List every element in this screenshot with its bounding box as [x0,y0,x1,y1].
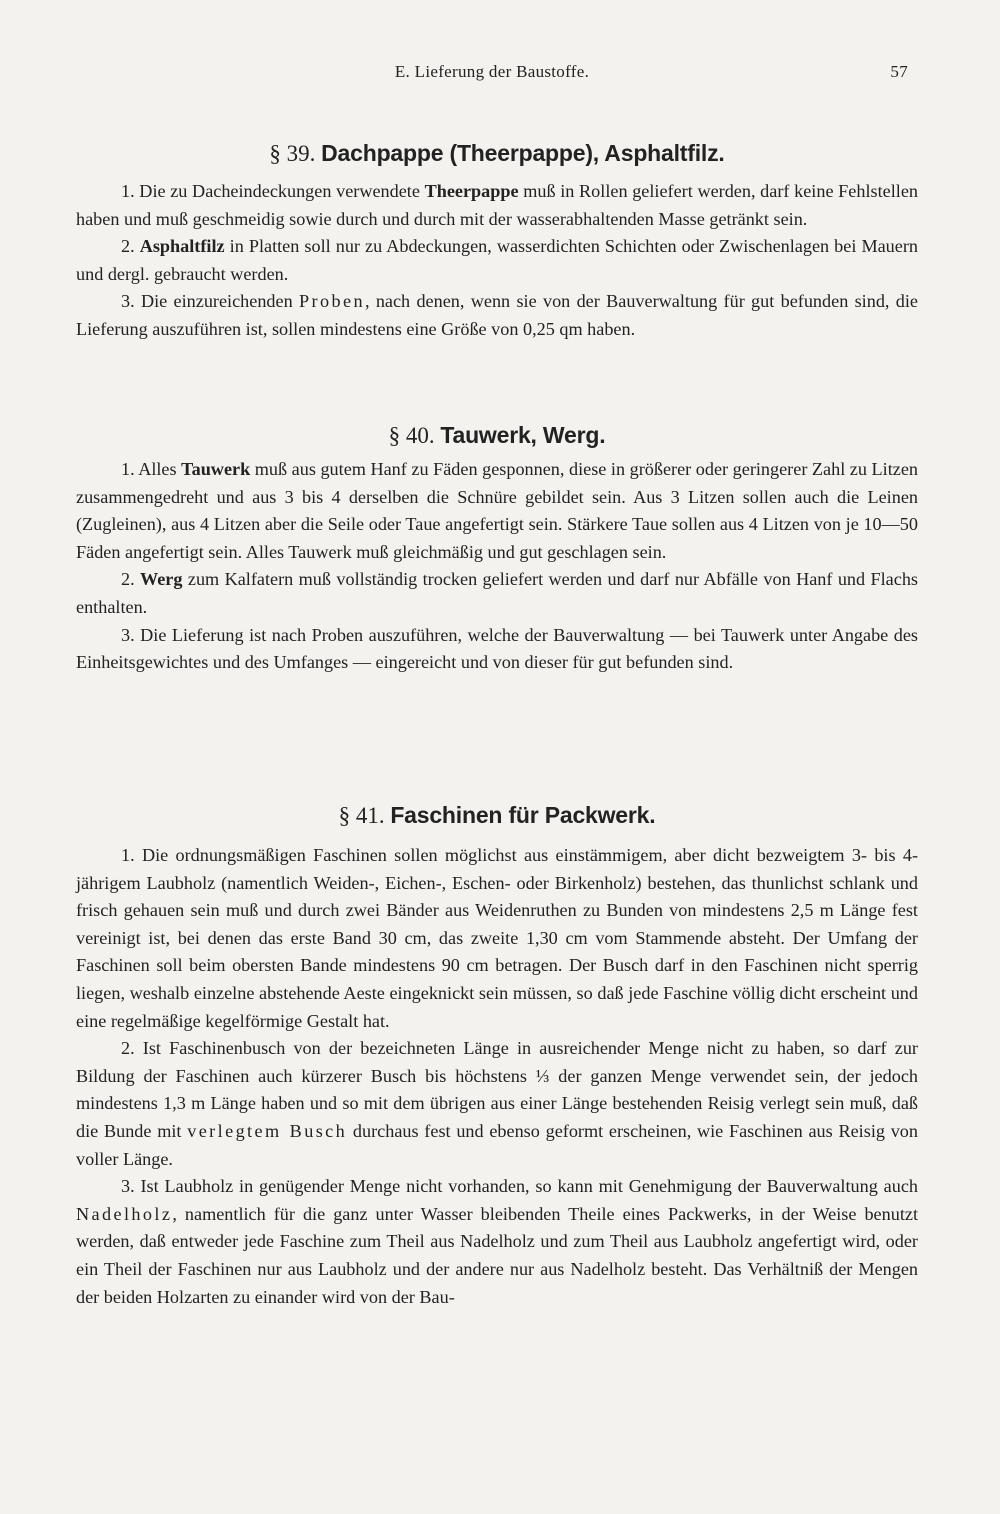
paragraph-text: in Platten soll nur zu Abdeckungen, wasserdichten Schichten oder Zwischenlagen bei Mauern und dergl. gebraucht werden. [76,236,919,284]
section-39 [76,138,918,169]
paragraph-text: , namentlich für die ganz unter Wasser bleibenden Theile eines Packwerks, in der Weise benutzt werden, daß entweder jede Faschine zum Theil aus Nadelholz und zum Theil aus Laubholz angefertigt wird, oder ein Theil der Faschinen nur aus Laubholz und der andere nur aus Nadelholz besteht. Das Verhältniß der Mengen der beiden Holzarten zu einander wird von der Bau- [76,1203,918,1307]
emphasis-term: Werg [140,569,183,590]
paragraph-text: 2. [121,569,141,590]
section-number: § 39. [269,141,316,166]
section-heading [76,420,918,451]
paragraph-text: 2. [121,236,140,257]
paragraph-text: 3. Die Lieferung ist nach Proben auszuführen, welche der Bauverwaltung — bei Tauwerk unter Angabe des Einheitsgewichtes und des Umfanges — eingereicht und von dieser für gut befunden sind. [76,624,918,673]
section-number: § 40. [388,423,435,448]
paragraph [76,1173,918,1311]
section-40-body [76,456,918,677]
section-41-body [76,842,918,1311]
section-40 [76,420,918,451]
emphasis-term: Tauwerk [181,459,251,479]
paragraph [76,178,918,233]
paragraph [76,288,918,343]
paragraph [76,1035,918,1173]
paragraph-text: durchaus fest und ebenso geformt erscheinen, wie Faschinen aus Reisig von voller Länge. [76,1120,918,1169]
paragraph-text: 3. Die einzureichenden [121,291,300,312]
running-title: E. Lieferung der Baustoffe. [394,62,590,81]
section-41 [76,800,918,831]
paragraph-text: muß aus gutem Hanf zu Fäden gesponnen, diese in größerer oder geringerer Zahl zu Litzen zusammengedreht und aus 3 bis 4 derselben die Schnüre gebildet sein. Aus 3 Litzen sollen auch die Leinen (Zugleinen), aus 4 Litzen aber die Seile oder Taue angefertigt sein. Stärkere Taue sollen aus 4 Litzen von je 10—50 Fäden angefertigt sein. Alles Tauwerk muß gleichmäßig und gut geschlagen sein. [76,459,918,562]
paragraph-text: zum Kalfatern muß vollständig trocken geliefert werden und darf nur Abfälle von Hanf und Flachs enthalten. [76,569,919,617]
paragraph [76,456,918,566]
page-header [76,62,908,86]
section-title: Dachpappe (Theerpappe), Asphaltfilz. [321,140,725,166]
paragraph-text: 1. Die zu Dacheindeckungen verwendete [121,181,425,201]
paragraph [76,842,918,1035]
section-number: § 41. [338,803,385,828]
section-39-body [76,178,918,344]
spaced-term: Proben [299,291,365,312]
spaced-term: Nadelholz [76,1203,173,1224]
emphasis-term: Asphaltfilz [139,236,225,257]
emphasis-term: Theerpappe [424,181,519,201]
paragraph-text: muß in Rollen geliefert werden, darf keine Fehlstellen haben und muß geschmeidig sowie durch und durch mit der wasserabhaltenden Masse getränkt sein. [76,181,918,229]
paragraph [76,566,918,621]
paragraph-text: 3. Ist Laubholz in genügender Menge nicht vorhanden, so kann mit Genehmigung der Bauverwaltung auch [121,1176,918,1197]
paragraph [76,622,918,677]
spaced-term: verlegtem Busch [187,1120,348,1141]
paragraph-text: 1. Alles [121,459,182,479]
paragraph-text: , nach denen, wenn sie von der Bauverwaltung für gut befunden sind, die Lieferung auszuführen ist, sollen mindestens eine Größe von 0,25 qm haben. [76,291,918,339]
paragraph-text: 2. Ist Faschinenbusch von der bezeichneten Länge in ausreichender Menge nicht zu haben, so darf zur Bildung der Faschinen auch kürzerer Busch bis höchstens ⅓ der ganzen Menge verwendet sein, der jedoch mindestens 1,3 m Länge haben und so mit dem übrigen aus einer Länge bestehenden Reisig verlegt sein muß, daß die Bunde mit [76,1038,918,1141]
section-heading [76,138,918,169]
section-heading [76,800,918,831]
page-number: 57 [890,62,908,81]
paragraph-text: 1. Die ordnungsmäßigen Faschinen sollen möglichst aus einstämmigem, aber dicht bezweigtem 3- bis 4-jährigem Laubholz (namentlich Weiden-, Eichen-, Eschen- oder Birkenholz) bestehen, das thunlichst schlank und frisch gehauen sein muß und durch zwei Bänder aus Weidenruthen zu Bunden von mindestens 2,5 m Länge fest vereinigt ist, bei denen das erste Band 30 cm, das zweite 1,30 cm vom Stammende absteht. Der Umfang der Faschinen soll beim obersten Bande mindestens 90 cm betragen. Der Busch darf in den Faschinen nicht sperrig liegen, weshalb einzelne abstehende Aeste eingeknickt sein müssen, so daß jede Faschine völlig dicht erscheint und eine regelmäßige kegelförmige Gestalt hat. [76,845,918,1031]
section-title: Tauwerk, Werg. [440,422,606,448]
section-title: Faschinen für Packwerk. [390,802,656,828]
paragraph [76,233,918,288]
